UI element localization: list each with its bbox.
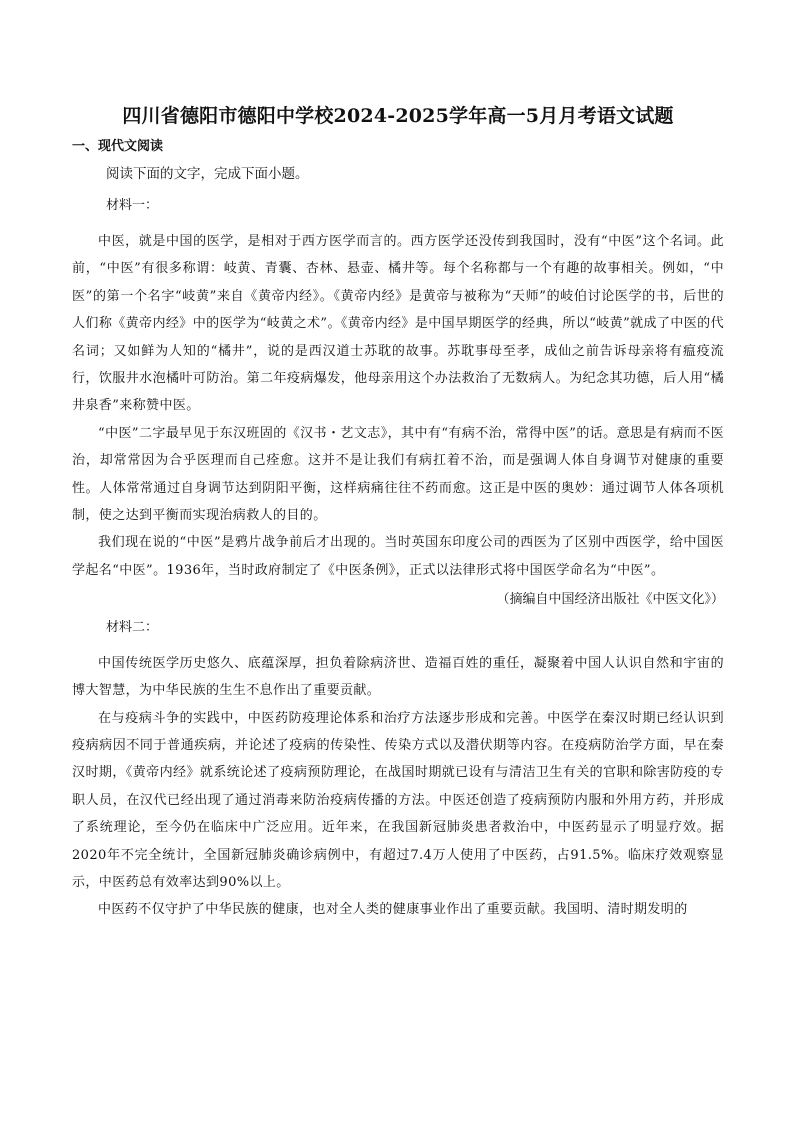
material-one-paragraph: 中医，就是中国的医学，是相对于西方医学而言的。西方医学还没传到我国时，没有“中医”这个名词。此前，“中医”有很多称谓：岐黄、青囊、杏林、悬壶、橘井等。每个名称都与一个有趣的故事相关。例如，“中医”的第一个名字“岐黄”来自《黄帝内经》。《黄帝内经》是黄帝与被称为“天师”的岐伯讨论医学的书，后世的人们称《黄帝内经》中的医学为“岐黄之术”。《黄帝内经》是中国早期医学的经典，所以“岐黄”就成了中医的代名词；又如鲜为人知的“橘井”，说的是西汉道士苏耽的故事。苏耽事母至孝，成仙之前告诉母亲将有瘟疫流行，饮服井水泡橘叶可防治。第二年疫病爆发，他母亲用这个办法救治了无数病人。为纪念其功德，后人用“橘井泉香”来称赞中医。 (72, 234, 724, 414)
material-one-paragraph: 我们现在说的“中医”是鸦片战争前后才出现的。当时英国东印度公司的西医为了区别中西医学，给中国医学起名“中医”。1936年，当时政府制定了《中医条例》，正式以法律形式将中国医学命名为“中医”。 (72, 535, 724, 578)
material-one-paragraph: “中医”二字最早见于东汉班固的《汉书・艺文志》，其中有“有病不治，常得中医”的话。意思是有病而不医治，却常常因为合乎医理而自己痊愈。这并不是让我们有病扛着不治，而是强调人体自身调节对健康的重要性。人体常常通过自身调节达到阴阳平衡，这样病痛往往不药而愈。这正是中医的奥妙：通过调节人体各项机制，使之达到平衡而实现治病救人的目的。 (72, 425, 724, 524)
material-two-paragraph: 在与疫病斗争的实践中，中医药防疫理论体系和治疗方法逐步形成和完善。中医学在秦汉时期已经认识到疫病病因不同于普通疾病，并论述了疫病的传染性、传染方式以及潜伏期等内容。在疫病防治学方面，早在秦汉时期，《黄帝内经》就系统论述了疫病预防理论，在战国时期就已设有与清洁卫生有关的官职和除害防疫的专职人员，在汉代已经出现了通过消毒来防治疫病传播的方法。中医还创造了疫病预防内服和外用方药，并形成了系统理论，至今仍在临床中广泛应用。近年来，在我国新冠肺炎患者救治中，中医药显示了明显疗效。据2020年不完全统计，全国新冠肺炎确诊病例中，有超过7.4万人使用了中医药，占91.5%。临床疗效观察显示，中医药总有效率达到90%以上。 (72, 710, 724, 890)
material-one-source: （摘编自中国经济出版社《中医文化》） (496, 592, 724, 608)
document-title: 四川省德阳市德阳中学校2024-2025学年高一5月月考语文试题 (122, 105, 674, 127)
material-one-label: 材料一： (106, 198, 159, 213)
material-two-paragraph: 中医药不仅守护了中华民族的健康，也对全人类的健康事业作出了重要贡献。我国明、清时期发明的 (98, 902, 688, 918)
reading-instruction: 阅读下面的文字，完成下面小题。 (106, 166, 309, 182)
material-two-label: 材料二： (106, 619, 159, 635)
material-two-paragraph: 中国传统医学历史悠久、底蕴深厚，担负着除病济世、造福百姓的重任，凝聚着中国人认识自然和宇宙的博大智慧，为中华民族的生生不息作出了重要贡献。 (72, 655, 724, 699)
section-heading: 一、现代文阅读 (72, 139, 164, 154)
